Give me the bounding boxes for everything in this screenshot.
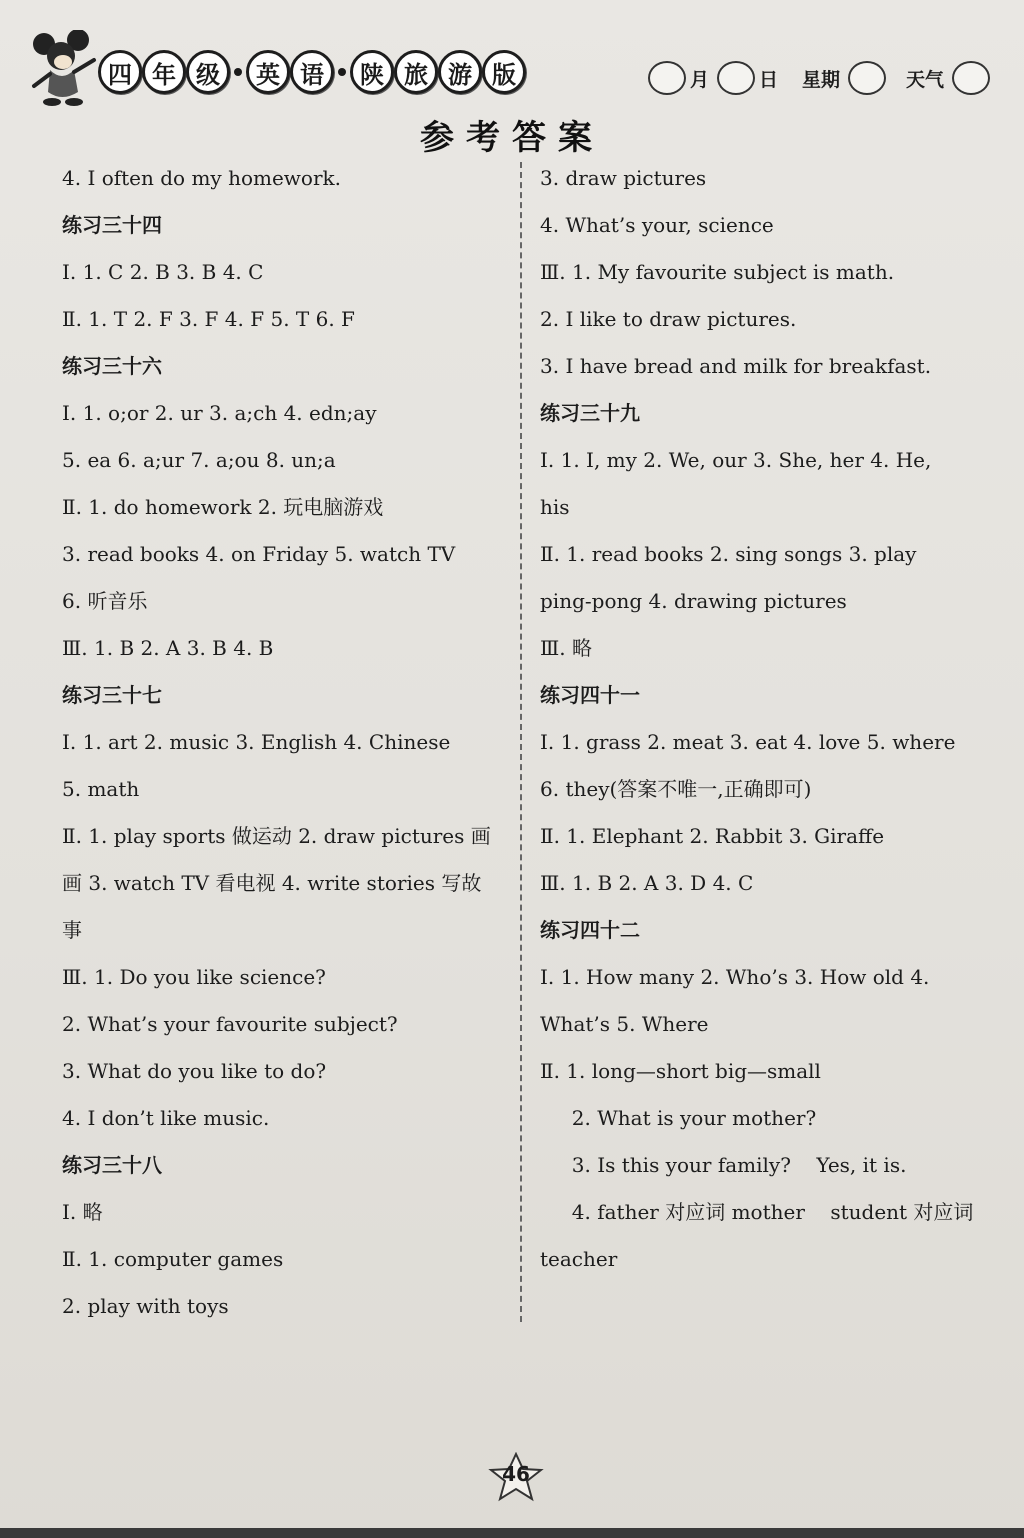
badge-char: 版 — [482, 50, 526, 94]
badge-char: 四 — [98, 50, 142, 94]
exercise-heading: 练习三十八 — [62, 1153, 162, 1177]
answer-line: Ⅱ. 1. read books 2. sing songs 3. play — [540, 542, 917, 566]
answer-line: 6. they(答案不唯一,正确即可) — [540, 777, 812, 801]
answer-line: 2. What is your mother? — [540, 1106, 817, 1130]
answer-line: 事 — [62, 918, 82, 942]
answer-line: 4. I often do my homework. — [62, 166, 341, 190]
answer-line: his — [540, 495, 570, 519]
answer-line: Ⅱ. 1. Elephant 2. Rabbit 3. Giraffe — [540, 824, 885, 848]
dot-separator — [338, 68, 346, 76]
answer-line: 6. 听音乐 — [62, 589, 148, 613]
left-column — [62, 158, 510, 1333]
exercise-heading: 练习三十四 — [62, 213, 162, 237]
bottom-band — [0, 1528, 1024, 1538]
dot-separator — [234, 68, 242, 76]
day-label: 日 — [759, 68, 779, 91]
answer-line: Ⅲ. 略 — [540, 636, 593, 660]
answer-line: Ⅱ. 1. do homework 2. 玩电脑游戏 — [62, 495, 384, 519]
answer-line: Ⅰ. 1. o;or 2. ur 3. a;ch 4. edn;ay — [62, 401, 377, 425]
exercise-heading: 练习三十七 — [62, 683, 162, 707]
answer-line: What’s 5. Where — [540, 1012, 709, 1036]
column-divider — [520, 162, 522, 1322]
mouse-mascot-icon — [28, 30, 98, 108]
answer-line: Ⅲ. 1. B 2. A 3. B 4. B — [62, 636, 274, 660]
answer-line: Ⅱ. 1. play sports 做运动 2. draw pictures 画 — [62, 824, 491, 848]
month-label: 月 — [690, 68, 710, 91]
answer-line: 3. draw pictures — [540, 166, 707, 190]
badge-char: 陕 — [350, 50, 394, 94]
badge-char: 游 — [438, 50, 482, 94]
badge-char: 旅 — [394, 50, 438, 94]
answer-line: 3. What do you like to do? — [62, 1059, 327, 1083]
answer-line: 4. father 对应词 mother student 对应词 — [540, 1200, 974, 1224]
badge-char: 英 — [246, 50, 290, 94]
answer-line: Ⅲ. 1. Do you like science? — [62, 965, 326, 989]
weekday-blank — [848, 61, 886, 95]
weather-label: 天气 — [906, 68, 945, 91]
right-column — [540, 158, 986, 1286]
answer-line: Ⅲ. 1. My favourite subject is math. — [540, 260, 895, 284]
date-bar — [648, 58, 990, 98]
answer-line: 2. play with toys — [62, 1294, 229, 1318]
answer-line: 5. math — [62, 777, 140, 801]
answer-line: 4. I don’t like music. — [62, 1106, 270, 1130]
answer-line: 5. ea 6. a;ur 7. a;ou 8. un;a — [62, 448, 336, 472]
exercise-heading: 练习三十六 — [62, 354, 162, 378]
answer-line: teacher — [540, 1247, 618, 1271]
answer-line: 3. read books 4. on Friday 5. watch TV — [62, 542, 456, 566]
answer-line: Ⅰ. 1. grass 2. meat 3. eat 4. love 5. where — [540, 730, 956, 754]
series-badges — [98, 50, 526, 94]
answer-line: Ⅰ. 1. How many 2. Who’s 3. How old 4. — [540, 965, 930, 989]
answer-line: Ⅱ. 1. T 2. F 3. F 4. F 5. T 6. F — [62, 307, 355, 331]
badge-char: 年 — [142, 50, 186, 94]
answer-line: 4. What’s your, science — [540, 213, 774, 237]
answer-line: Ⅰ. 1. I, my 2. We, our 3. She, her 4. He, — [540, 448, 932, 472]
answer-line: 3. Is this your family? Yes, it is. — [540, 1153, 907, 1177]
exercise-heading: 练习四十一 — [540, 683, 640, 707]
month-blank — [648, 61, 686, 95]
answer-line: 2. What’s your favourite subject? — [62, 1012, 398, 1036]
answer-line: 画 3. watch TV 看电视 4. write stories 写故 — [62, 871, 482, 895]
answer-line: Ⅱ. 1. long—short big—small — [540, 1059, 821, 1083]
page-number: 46 — [502, 1462, 530, 1486]
badge-char: 级 — [186, 50, 230, 94]
page-title: 参考答案 — [420, 118, 604, 158]
answer-line: ping-pong 4. drawing pictures — [540, 589, 847, 613]
exercise-heading: 练习三十九 — [540, 401, 640, 425]
answer-line: Ⅲ. 1. B 2. A 3. D 4. C — [540, 871, 754, 895]
day-blank — [717, 61, 755, 95]
answer-line: 2. I like to draw pictures. — [540, 307, 797, 331]
answer-line: Ⅰ. 1. C 2. B 3. B 4. C — [62, 260, 264, 284]
answer-line: 3. I have bread and milk for breakfast. — [540, 354, 932, 378]
header — [0, 0, 1024, 120]
weekday-label: 星期 — [802, 68, 841, 91]
weather-blank — [952, 61, 990, 95]
badge-char: 语 — [290, 50, 334, 94]
exercise-heading: 练习四十二 — [540, 918, 640, 942]
answer-line: Ⅱ. 1. computer games — [62, 1247, 284, 1271]
answer-line: Ⅰ. 1. art 2. music 3. English 4. Chinese — [62, 730, 451, 754]
answer-line: Ⅰ. 略 — [62, 1200, 103, 1224]
